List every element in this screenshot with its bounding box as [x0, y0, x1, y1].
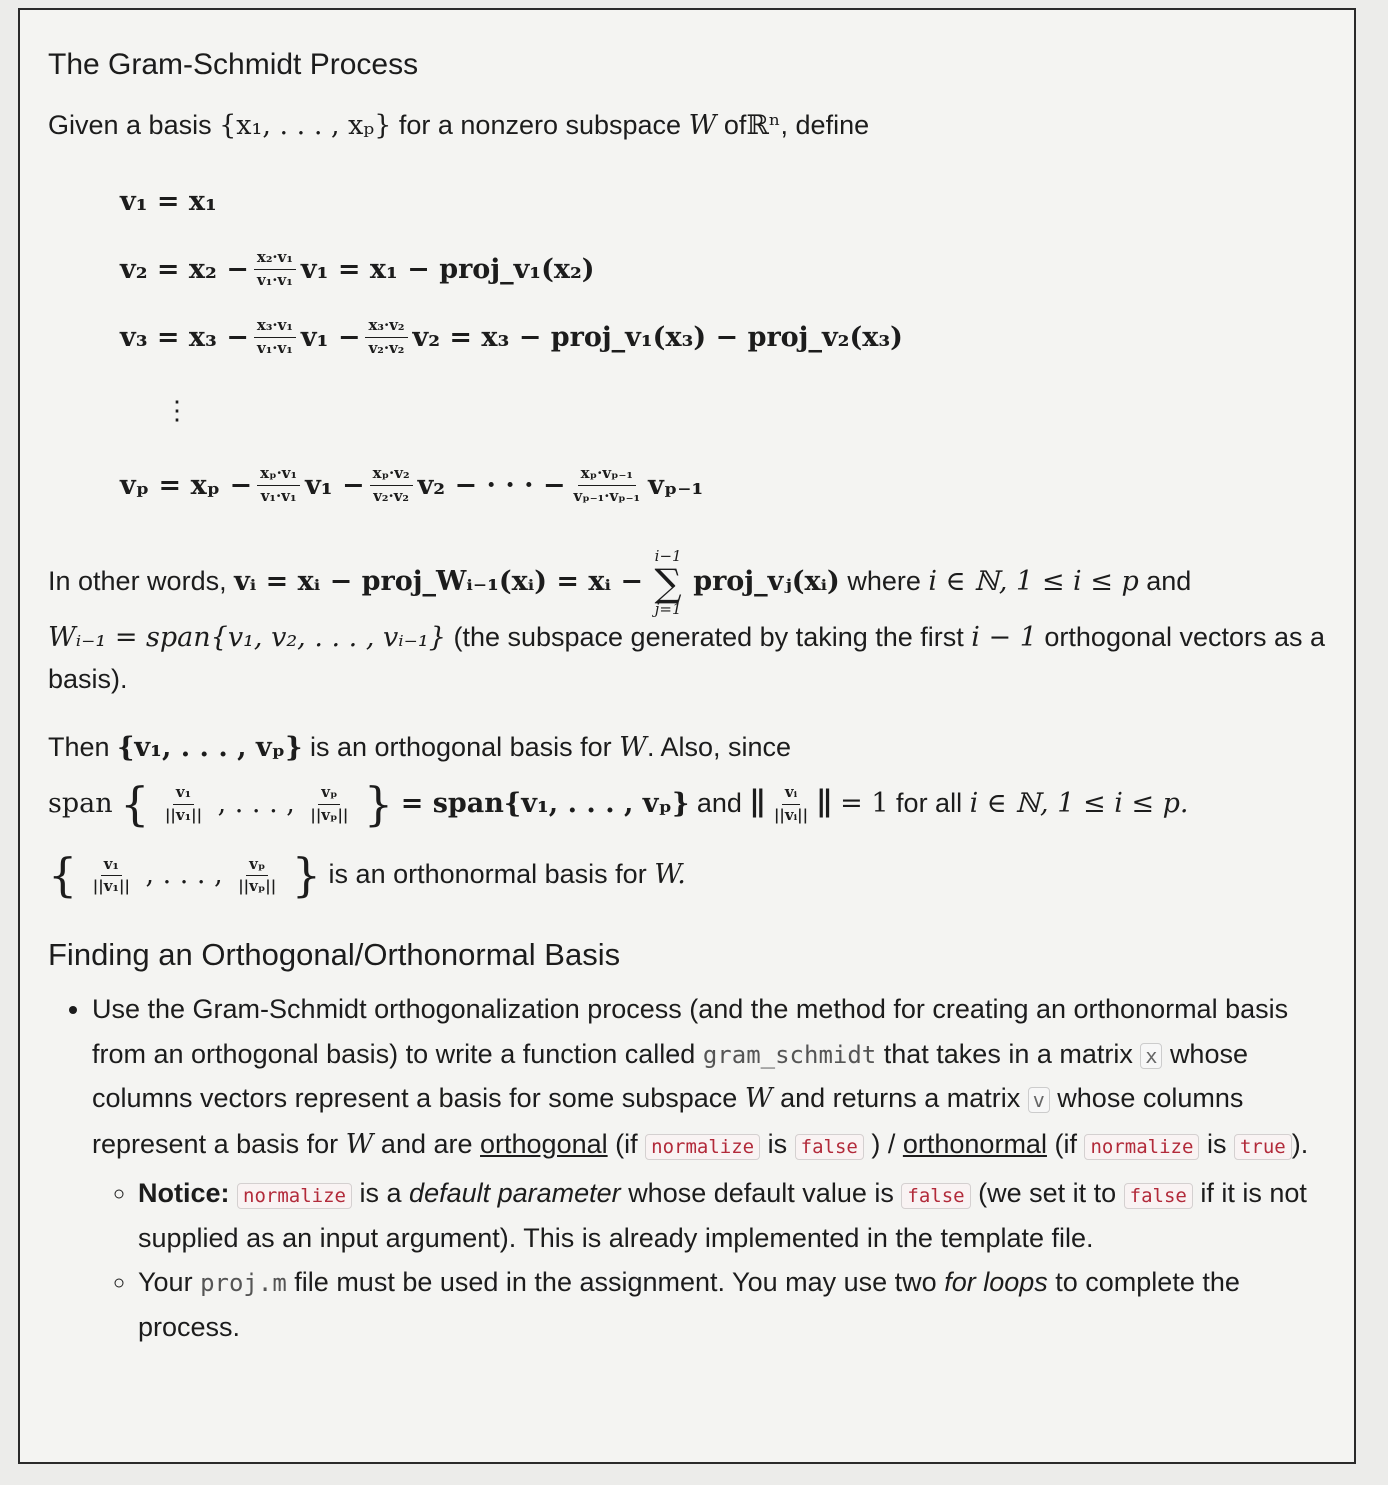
intro-text: Given a basis [48, 110, 212, 140]
ortho-sep: , . . . , [145, 858, 223, 890]
eqp-fraction-1 [257, 465, 300, 505]
then-and: and [696, 787, 742, 818]
eq3-fraction-2 [365, 317, 407, 357]
notice-label: Notice: [138, 1178, 230, 1209]
eq3-mid: v₁ − [300, 321, 361, 353]
eq2-lhs: v₂ = x₂ − [120, 253, 249, 285]
eqp-mid2: v₂ − · · · − [417, 469, 566, 501]
orthonormal-link[interactable]: orthonormal [902, 1128, 1047, 1159]
s1-text-c: (we set it to [978, 1178, 1117, 1209]
eq-span: = span{v₁, . . . , vₚ} [400, 787, 690, 819]
intro-text-of: of [723, 110, 747, 140]
ortho-fracp-den: ||vₚ|| [238, 876, 277, 895]
true-code: true [1234, 1134, 1292, 1160]
span-fracp-num: vₚ [318, 784, 340, 804]
s1-text-d: if it is not supplied as an input argument). This is already implemented in the template file. [138, 1178, 1307, 1253]
sub-list [92, 1171, 1338, 1349]
then-w: W [619, 731, 647, 763]
eq-one: = 1 [840, 787, 889, 819]
r-n: ℝⁿ [746, 110, 781, 141]
b1-text-g: (if [615, 1128, 638, 1159]
eq3-frac1-den: v₁·v₁ [257, 338, 293, 357]
b1-w: W [744, 1083, 773, 1115]
eq2-frac-den: v₁·v₁ [257, 270, 293, 289]
then-text: is an orthogonal basis for [309, 731, 612, 762]
vi-formula: vᵢ = xᵢ − proj_Wᵢ₋₁(xᵢ) = xᵢ − [234, 566, 644, 598]
eq3-frac2-num: x₃·v₂ [365, 317, 407, 337]
eqp-frac3-den: vₚ₋₁·vₚ₋₁ [573, 486, 641, 505]
document-content [48, 48, 1338, 1350]
ortho-text: is an orthonormal basis for [328, 858, 647, 889]
close-brace-2: } [291, 847, 322, 902]
ortho-frac1-den: ||v₁|| [92, 876, 130, 895]
b1-is2: is [1206, 1128, 1227, 1159]
span-sep: , . . . , [217, 787, 295, 819]
for-loops: for loops [944, 1267, 1048, 1298]
equation-block [120, 167, 1338, 519]
span-word: span [48, 787, 113, 819]
equation-vp [120, 451, 1338, 519]
equation-v3 [120, 303, 1338, 371]
summation [655, 549, 682, 617]
matrix-v-code: v [1028, 1087, 1050, 1113]
ortho-w: W. [654, 858, 686, 890]
ortho-frac-p [235, 856, 279, 896]
intro-line [48, 110, 1338, 141]
i-condition: i ∈ ℕ, 1 ≤ i ≤ p [928, 566, 1139, 598]
sub-list-item [138, 1260, 1338, 1349]
function-name: gram_schmidt [702, 1040, 877, 1069]
paren-end-text: orthogonal vectors as a basis). [48, 622, 1326, 694]
page-title: The Gram-Schmidt Process [48, 48, 419, 81]
s1-text-a: is a [359, 1178, 402, 1209]
norm-frac [771, 784, 811, 824]
eqp-mid1: v₁ − [305, 469, 365, 501]
equation-v1 [120, 167, 1338, 235]
eq3-rhs: v₂ = x₃ − proj_v₁(x₃) − proj_v₂(x₃) [412, 321, 903, 353]
span-fracp-den: ||vₚ|| [310, 805, 349, 824]
other-words-pre: In other words, [48, 566, 227, 597]
then-pre: Then [48, 731, 110, 762]
eq3-frac2-den: v₂·v₂ [368, 338, 405, 357]
default-parameter: default parameter [409, 1178, 621, 1209]
then-paragraph [48, 727, 1338, 911]
eqp-frac2-num: xₚ·v₂ [370, 465, 413, 485]
s2-text-b: file must be used in the assignment. You may use two [294, 1267, 937, 1298]
open-brace: { [120, 776, 150, 831]
vertical-dots: ⋮ [164, 396, 190, 426]
for-all: for all [896, 787, 963, 818]
norm-frac-num: vᵢ [782, 784, 800, 804]
ortho-fracp-num: vₚ [246, 856, 268, 876]
eqp-fraction-3 [571, 465, 644, 505]
b1-text-b: that takes in a matrix [883, 1038, 1133, 1069]
b1-text-i: (if [1054, 1128, 1077, 1159]
open-brace-2: { [48, 847, 78, 902]
eqp-frac3-num: xₚ·vₚ₋₁ [578, 465, 636, 485]
section-heading: Finding an Orthogonal/Orthonormal Basis [48, 937, 621, 973]
b1-is: is [767, 1128, 788, 1159]
sum-lower: j=1 [654, 600, 682, 618]
sum-term: proj_vⱼ(xᵢ) [693, 566, 840, 598]
s2-text-c: to complete the process. [138, 1267, 1240, 1342]
matrix-x-code: x [1140, 1043, 1162, 1069]
sum-upper: i−1 [654, 547, 682, 565]
span-frac1-num: v₁ [173, 784, 194, 804]
then-also: . Also, since [646, 731, 792, 762]
b1-text-j: ). [1291, 1128, 1309, 1159]
eq1-text: v₁ = x₁ [120, 185, 217, 217]
sub-list-item [138, 1171, 1338, 1260]
equation-v2 [120, 235, 1338, 303]
document-frame [18, 8, 1356, 1464]
and-text: and [1146, 566, 1192, 597]
norm-frac-den: ||vᵢ|| [773, 805, 809, 824]
b1-text-d: and returns a matrix [780, 1083, 1021, 1114]
norm-close: ‖ [816, 782, 833, 827]
s2-text-a: Your [138, 1267, 193, 1298]
paren-text: (the subspace generated by taking the first [453, 622, 964, 652]
false-code: false [795, 1134, 864, 1160]
span-frac-p [307, 784, 351, 824]
intro-text-mid: for a nonzero subspace [398, 110, 682, 140]
notice-normalize-code: normalize [237, 1183, 352, 1209]
instruction-list [48, 987, 1338, 1349]
notice-false-code: false [901, 1183, 970, 1209]
w-span-def: Wᵢ₋₁ = span{v₁, v₂, . . . , vᵢ₋₁} [48, 622, 446, 653]
v-set: {v₁, . . . , vₚ} [117, 731, 303, 763]
orthogonal-link[interactable]: orthogonal [480, 1128, 608, 1159]
b1-text-e: whose columns represent a basis for [92, 1083, 1244, 1159]
eq3-lhs: v₃ = x₃ − [120, 321, 249, 353]
normalize-code-2: normalize [1084, 1134, 1199, 1160]
eq3-fraction-1 [254, 317, 296, 357]
b1-text-a: Use the Gram-Schmidt orthogonalization process (and the method for creating an orthonormal basis from an orthogonal basis) to write a function called [92, 994, 1289, 1069]
eq2-fraction [254, 249, 296, 289]
eqp-end: vₚ₋₁ [648, 469, 704, 501]
s1-text-b: whose default value is [628, 1178, 894, 1209]
where-text: where [847, 566, 921, 597]
b1-w2: W [345, 1128, 374, 1160]
eq2-rhs: v₁ = x₁ − proj_v₁(x₂) [300, 253, 595, 285]
norm-open: ‖ [749, 782, 766, 827]
list-item [92, 987, 1338, 1349]
b1-text-f: and are [380, 1128, 473, 1159]
subspace-w: W [688, 110, 717, 141]
eqp-frac1-num: xₚ·v₁ [257, 465, 300, 485]
eqp-frac2-den: v₂·v₂ [373, 486, 409, 505]
i-minus-one: i − 1 [971, 622, 1037, 653]
sum-sigma: ∑ [654, 561, 682, 605]
b1-text-h: ) / [871, 1128, 896, 1159]
eq3-frac1-num: x₃·v₁ [254, 317, 296, 337]
span-frac-1 [162, 784, 205, 824]
then-cond: i ∈ ℕ, 1 ≤ i ≤ p. [969, 787, 1189, 819]
ortho-frac1-num: v₁ [101, 856, 122, 876]
eqp-lhs: vₚ = xₚ − [120, 469, 253, 501]
notice-false-code-2: false [1124, 1183, 1193, 1209]
eqp-frac1-den: v₁·v₁ [260, 486, 297, 505]
span-frac1-den: ||v₁|| [164, 805, 203, 824]
b1-text-c: whose columns vectors represent a basis for some subspace [92, 1038, 1248, 1114]
proj-file: proj.m [200, 1269, 287, 1298]
eqp-fraction-2 [370, 465, 413, 505]
basis-set: {x₁, . . . , xₚ} [219, 110, 392, 141]
intro-text-post: , define [780, 110, 870, 140]
ortho-frac-1 [90, 856, 133, 896]
eq2-frac-num: x₂·v₁ [254, 249, 296, 269]
close-brace: } [363, 776, 394, 831]
normalize-code: normalize [645, 1134, 760, 1160]
other-words-paragraph [48, 549, 1338, 701]
